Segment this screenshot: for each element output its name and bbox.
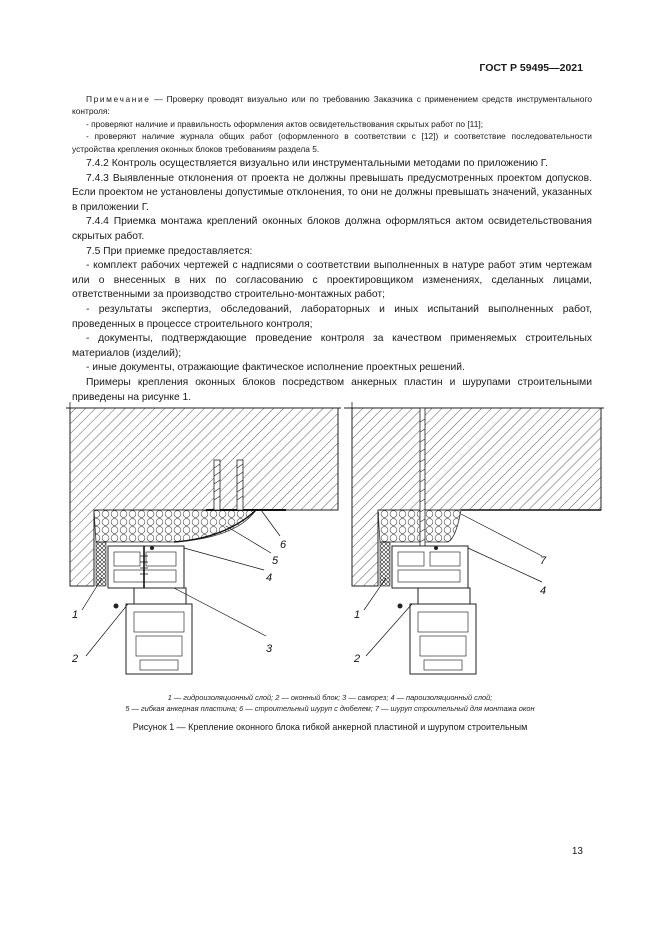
- callout-3: 3: [266, 643, 273, 655]
- body-text: [72, 157, 592, 405]
- callout-2: 2: [72, 653, 79, 665]
- paragraph: - комплект рабочих чертежей с надписями о соответствии выполненных в натуре работ этим чертежам или о внесенных в них по согласованию с проектировщиком изменениях, сделанных лицами, ответственными за производство строительно-монтажных работ;: [72, 260, 592, 301]
- paragraph: Примеры крепления оконных блоков посредством анкерных пластин и шурупами строительными приведены на рисунке 1.: [72, 376, 592, 403]
- paragraph: 7.5 При приемке предоставляется:: [86, 245, 253, 257]
- figure-legend: [60, 692, 600, 714]
- callout-2: 2: [354, 653, 361, 665]
- paragraph: 7.4.3 Выявленные отклонения от проекта не должны превышать предусмотренных проектом допусков. Если проектом не установлены допустимые отклонения, то они не должны превышать значений, указанных в приложении Г.: [72, 172, 592, 213]
- legend-line: 1 — гидроизоляционный слой; 2 — оконный блок; 3 — саморез; 4 — пароизоляционный слой;: [167, 693, 493, 702]
- page-number: 13: [571, 846, 583, 857]
- callout-4: 4: [540, 585, 547, 597]
- callout-4: 4: [266, 572, 273, 584]
- note-item: - проверяют наличие журнала общих работ (оформленного в соответствии с [12]) и соответствие последовательности устройства крепления оконных блоков требованиям раздела 5.: [72, 131, 592, 154]
- note-item: - проверяют наличие и правильность оформления актов освидетельствования скрытых работ по [11];: [86, 118, 484, 129]
- callout-1: 1: [72, 609, 79, 621]
- paragraph: - иные документы, отражающие фактическое исполнение проектных решений.: [86, 362, 465, 374]
- note-block: [72, 93, 592, 155]
- callout-6: 6: [280, 539, 287, 551]
- paragraph: - результаты экспертиз, обследований, лабораторных и иных испытаний выполненных работ, проведенных в процессе строительного контроля;: [72, 303, 592, 330]
- callout-7: 7: [540, 555, 547, 567]
- left-detail: [66, 402, 341, 674]
- figure-title: Рисунок 1 — Крепление оконного блока гибкой анкерной пластиной и шурупом строительным: [132, 722, 528, 732]
- callout-5: 5: [272, 555, 279, 567]
- paragraph: 7.4.2 Контроль осуществляется визуально или инструментальными методами по приложению Г.: [86, 158, 548, 169]
- right-detail: [344, 402, 604, 674]
- standard-code: ГОСТ Р 59495—2021: [479, 62, 583, 74]
- legend-line: 5 — гибкая анкерная пластина; 6 — строительный шуруп с дюбелем; 7 — шуруп строительный для монтажа окон: [125, 704, 535, 713]
- paragraph: - документы, подтверждающие проведение контроля за качеством применяемых строительных материалов (изделий);: [72, 333, 592, 359]
- figure-drawing: [56, 398, 606, 688]
- window-frame-icon: [108, 546, 192, 674]
- callout-1: 1: [354, 609, 361, 621]
- window-frame-icon: [392, 546, 476, 674]
- note-label: Примечание: [86, 94, 151, 104]
- paragraph: 7.4.4 Приемка монтажа креплений оконных блоков должна оформляться актом освидетельствования скрытых работ.: [72, 216, 592, 242]
- note-lead: — Проверку проводят визуально или по требованию Заказчика с применением средств инструментального контроля:: [72, 94, 592, 117]
